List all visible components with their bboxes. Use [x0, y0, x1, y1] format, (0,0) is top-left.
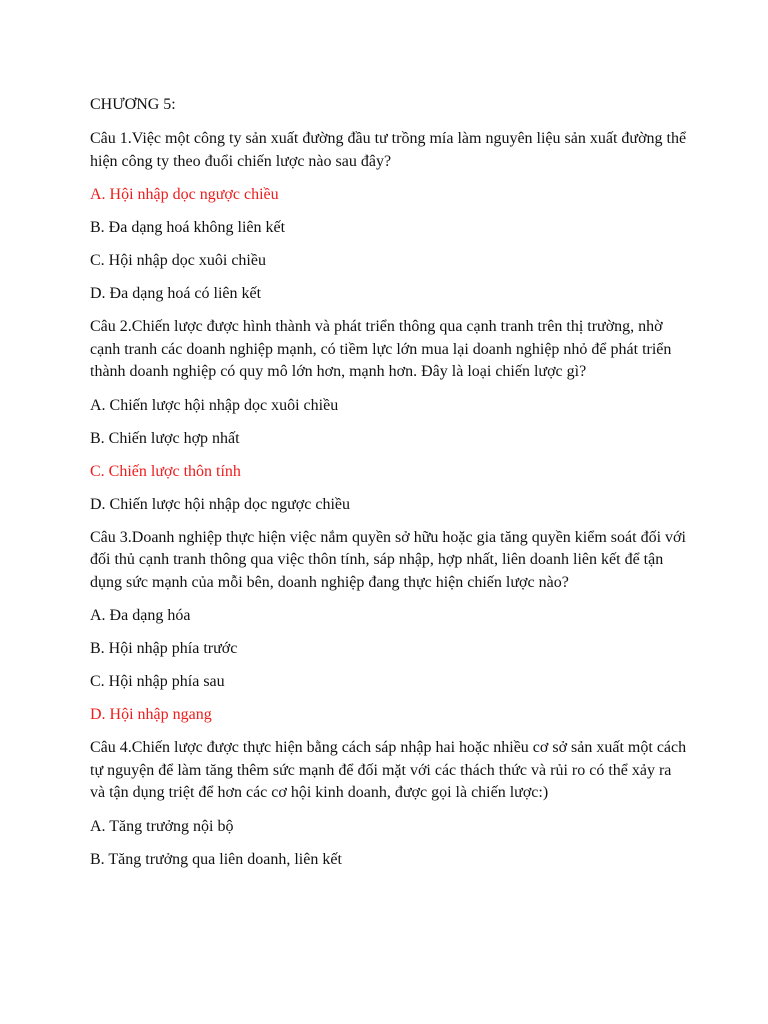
question-1-option-a: A. Hội nhập dọc ngược chiều — [90, 186, 279, 203]
question-1-option-d: D. Đa dạng hoá có liên kết — [90, 285, 262, 302]
question-1-option-b: B. Đa dạng hoá không liên kết — [90, 219, 286, 236]
chapter-title: CHƯƠNG 5: — [90, 96, 176, 113]
question-3-text: Câu 3.Doanh nghiệp thực hiện việc nắm quyền sở hữu hoặc gia tăng quyền kiểm soát đối với đối thủ cạnh tranh thông qua việc thôn tính, sáp nhập, hợp nhất, liên doanh liên kết để tận dụng sức mạnh của mỗi bên, doanh nghiệp đang thực hiện chiến lược nào? — [90, 528, 686, 591]
question-3-option-a: A. Đa dạng hóa — [90, 607, 191, 624]
question-3-option-c: C. Hội nhập phía sau — [90, 673, 225, 690]
question-1-text: Câu 1.Việc một công ty sản xuất đường đầu tư trồng mía làm nguyên liệu sản xuất đường thể hiện công ty theo đuổi chiến lược nào sau đây? — [90, 130, 687, 170]
question-1-option-c: C. Hội nhập dọc xuôi chiều — [90, 252, 266, 269]
question-4-text: Câu 4.Chiến lược được thực hiện bằng cách sáp nhập hai hoặc nhiều cơ sở sản xuất một cách tự nguyện để làm tăng thêm sức mạnh để đối mặt với các thách thức và rủi ro có thể xảy ra và tận dụng triệt để hơn các cơ hội kinh doanh, được gọi là chiến lược:) — [90, 739, 687, 801]
question-2-option-d: D. Chiến lược hội nhập dọc ngược chiều — [90, 495, 350, 513]
question-3-option-b: B. Hội nhập phía trước — [90, 640, 238, 657]
question-4-option-b: B. Tăng trưởng qua liên doanh, liên kết — [90, 850, 342, 868]
question-4-option-a: A. Tăng trưởng nội bộ — [90, 817, 234, 835]
question-2-option-b: B. Chiến lược hợp nhất — [90, 429, 240, 447]
question-2-option-c: C. Chiến lược thôn tính — [90, 462, 241, 480]
question-3-option-d: D. Hội nhập ngang — [90, 706, 212, 723]
question-2-text: Câu 2.Chiến lược được hình thành và phát triển thông qua cạnh tranh trên thị trường, nhờ cạnh tranh các doanh nghiệp mạnh, có tiềm lực lớn mua lại doanh nghiệp nhỏ để phát triển thành doanh nghiệp có quy mô lớn hơn, mạnh hơn. Đây là loại chiến lược gì? — [90, 318, 672, 380]
document-page — [90, 94, 690, 882]
question-2-option-a: A. Chiến lược hội nhập dọc xuôi chiều — [90, 396, 339, 414]
